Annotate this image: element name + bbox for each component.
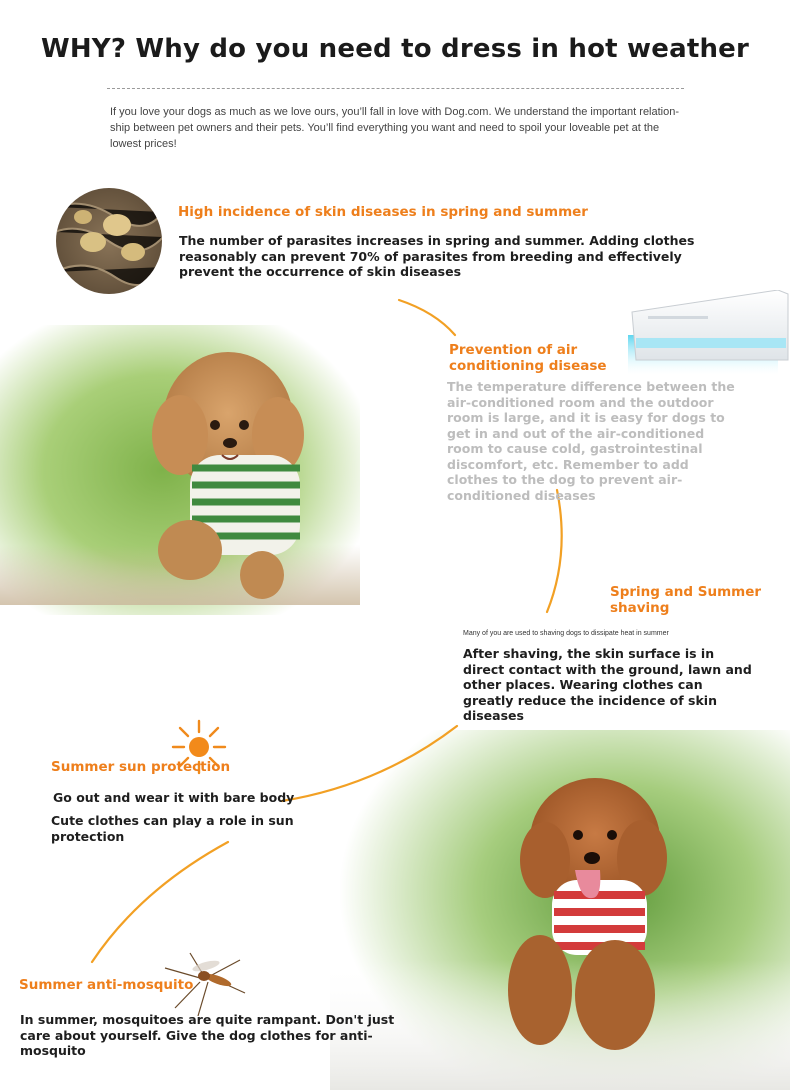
air-conditioning-text: The temperature difference between the air-conditioned room and the outdoor room is large, and it is easy for dogs to get in and out of the air-conditioned room to cause cold, gastrointestinal discomfort, etc. Remember to add clothes to the dog to prevent air-conditioned diseases [447, 379, 735, 503]
title-divider [107, 88, 684, 89]
shaving-text: After shaving, the skin surface is in direct contact with the ground, lawn and other places. Wearing clothes can greatly reduce the incidence of skin diseases [463, 646, 752, 723]
shaving-note: Many of you are used to shaving dogs to dissipate heat in summer [463, 630, 669, 637]
sun-protection-heading: Summer sun protection [51, 759, 231, 775]
anti-mosquito-text: In summer, mosquitoes are quite rampant. Don't just care about yourself. Give the dog clothes for anti-mosquito [20, 1012, 395, 1058]
intro-paragraph: If you love your dogs as much as we love ours, you’ll fall in love with Dog.com. We understand the important relation-ship between pet owners and their pets. You’ll find everything you want and need to spoil your loveable pet at the lowest prices! [110, 106, 680, 150]
sun-protection-line-1: Go out and wear it with bare body [53, 790, 295, 805]
skin-disease-text: The number of parasites increases in spring and summer. Adding clothes reasonably can prevent 70% of parasites from breeding and effectively prevent the occurrence of skin diseases [179, 233, 695, 279]
shaving-heading: Spring and Summer shaving [610, 584, 762, 616]
page-title: WHY? Why do you need to dress in hot weather [40, 34, 750, 64]
skin-disease-heading: High incidence of skin diseases in spring and summer [178, 204, 588, 220]
anti-mosquito-heading: Summer anti-mosquito [19, 977, 194, 993]
sun-protection-line-2: Cute clothes can play a role in sun protection [51, 813, 294, 844]
air-conditioning-heading: Prevention of air conditioning disease [449, 342, 607, 374]
